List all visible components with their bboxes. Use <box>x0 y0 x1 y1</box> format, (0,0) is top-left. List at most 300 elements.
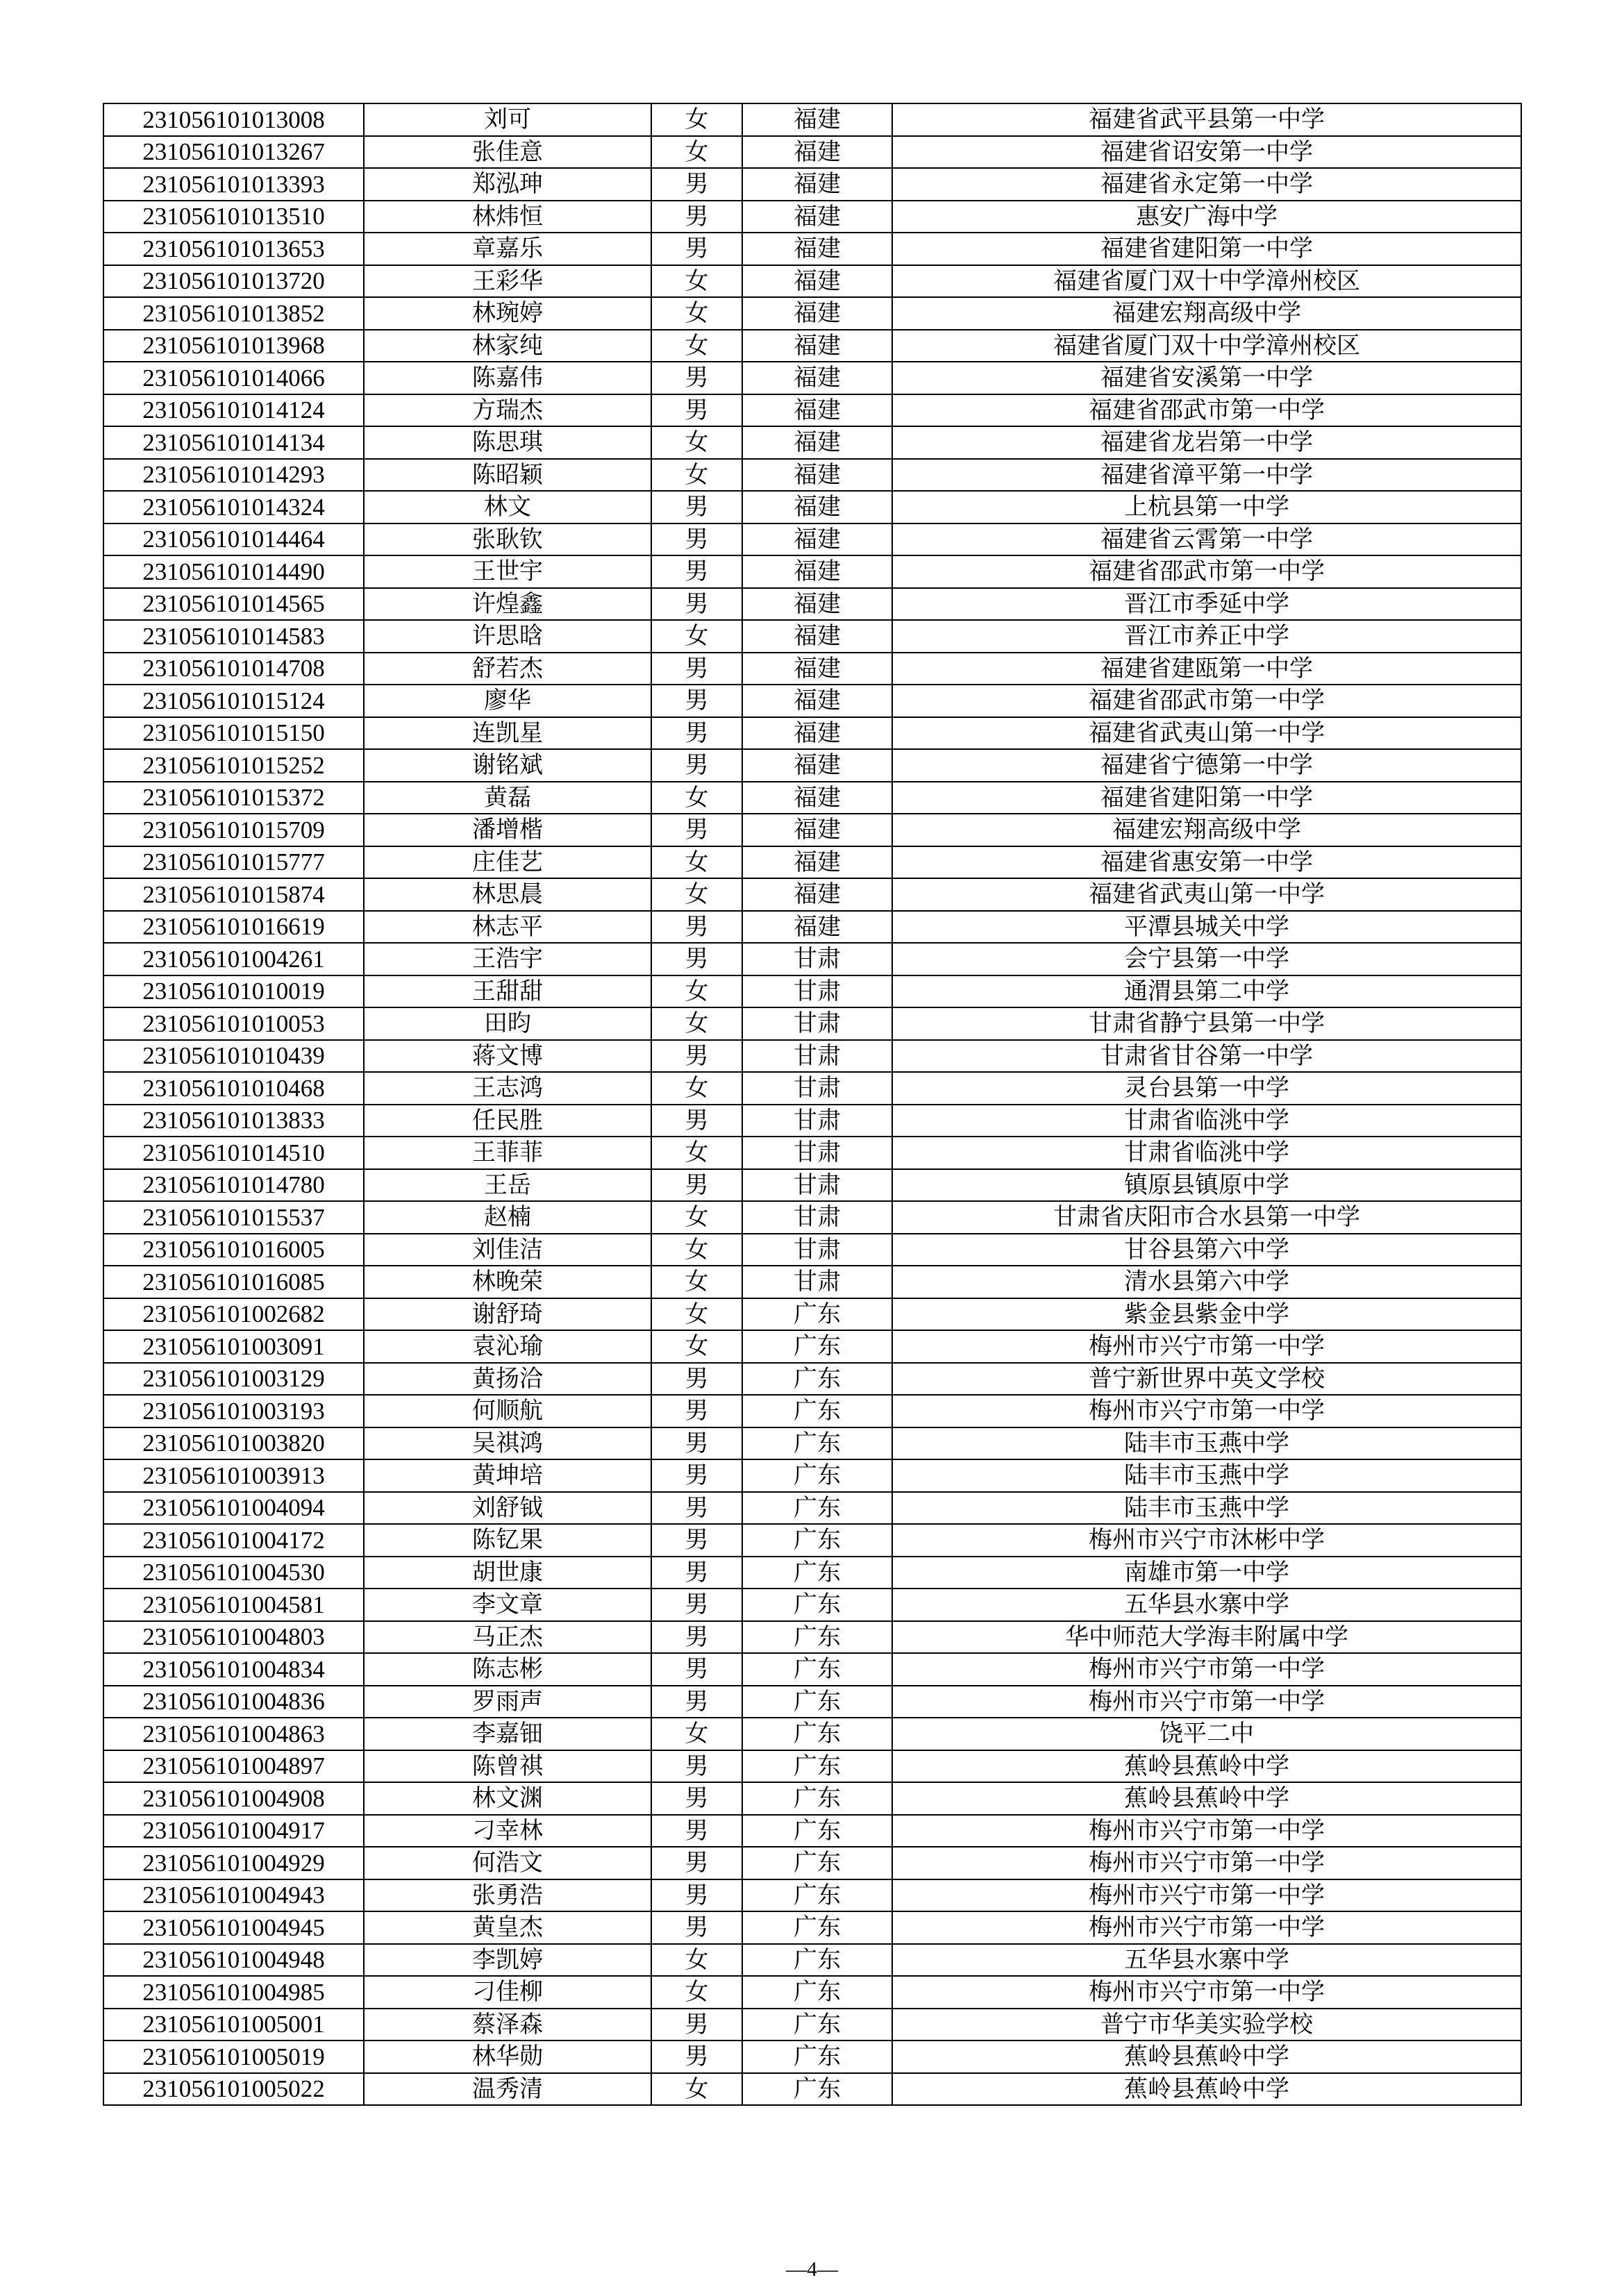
cell-school: 灵台县第一中学 <box>892 1072 1521 1105</box>
cell-school: 平潭县城关中学 <box>892 911 1521 944</box>
cell-gender: 男 <box>651 1653 742 1686</box>
table-row <box>103 782 1521 814</box>
cell-province: 福建 <box>742 459 892 492</box>
cell-student-name: 张佳意 <box>364 136 651 169</box>
cell-candidate-id: 231056101013008 <box>103 103 364 136</box>
cell-student-name: 舒若杰 <box>364 653 651 685</box>
table-row <box>103 1750 1521 1783</box>
table-row <box>103 1976 1521 2009</box>
cell-province: 福建 <box>742 330 892 362</box>
cell-province: 福建 <box>742 136 892 169</box>
cell-student-name: 林晚荣 <box>364 1266 651 1298</box>
cell-province: 甘肃 <box>742 1072 892 1105</box>
cell-student-name: 田昀 <box>364 1007 651 1040</box>
cell-province: 广东 <box>742 1395 892 1427</box>
cell-candidate-id: 231056101013393 <box>103 168 364 201</box>
cell-gender: 女 <box>651 2073 742 2106</box>
cell-school: 福建省漳平第一中学 <box>892 459 1521 492</box>
cell-province: 广东 <box>742 2073 892 2106</box>
cell-school: 晋江市养正中学 <box>892 620 1521 653</box>
cell-student-name: 章嘉乐 <box>364 233 651 265</box>
cell-student-name: 袁沁瑜 <box>364 1330 651 1363</box>
cell-gender: 女 <box>651 136 742 169</box>
cell-province: 福建 <box>742 265 892 298</box>
cell-province: 广东 <box>742 1847 892 1879</box>
table-row <box>103 201 1521 233</box>
cell-school: 五华县水寨中学 <box>892 1589 1521 1621</box>
cell-gender: 女 <box>651 1266 742 1298</box>
cell-school: 通渭县第二中学 <box>892 975 1521 1008</box>
cell-candidate-id: 231056101004917 <box>103 1815 364 1847</box>
cell-gender: 女 <box>651 1201 742 1234</box>
cell-province: 广东 <box>742 1363 892 1396</box>
table-row <box>103 1395 1521 1427</box>
cell-school: 陆丰市玉燕中学 <box>892 1492 1521 1525</box>
cell-candidate-id: 231056101004985 <box>103 1976 364 2009</box>
table-row <box>103 1653 1521 1686</box>
cell-student-name: 蒋文博 <box>364 1040 651 1073</box>
cell-candidate-id: 231056101015709 <box>103 814 364 846</box>
cell-school: 福建省建阳第一中学 <box>892 233 1521 265</box>
cell-gender: 男 <box>651 201 742 233</box>
cell-gender: 男 <box>651 168 742 201</box>
cell-province: 广东 <box>742 1589 892 1621</box>
cell-gender: 男 <box>651 653 742 685</box>
cell-province: 甘肃 <box>742 1266 892 1298</box>
table-row <box>103 1524 1521 1557</box>
table-row <box>103 1040 1521 1073</box>
cell-candidate-id: 231056101004172 <box>103 1524 364 1557</box>
cell-school: 甘肃省临洮中学 <box>892 1137 1521 1169</box>
cell-province: 福建 <box>742 717 892 750</box>
table-row <box>103 2041 1521 2073</box>
cell-school: 福建省诏安第一中学 <box>892 136 1521 169</box>
cell-gender: 男 <box>651 1395 742 1427</box>
table-row <box>103 2009 1521 2041</box>
cell-gender: 男 <box>651 523 742 556</box>
cell-school: 梅州市兴宁市第一中学 <box>892 1815 1521 1847</box>
cell-province: 广东 <box>742 1427 892 1460</box>
cell-gender: 男 <box>651 1750 742 1783</box>
table-row <box>103 1459 1521 1492</box>
table-row <box>103 1201 1521 1234</box>
cell-school: 福建省武平县第一中学 <box>892 103 1521 136</box>
cell-province: 广东 <box>742 1911 892 1944</box>
table-row <box>103 1782 1521 1815</box>
table-row <box>103 1847 1521 1879</box>
cell-gender: 女 <box>651 330 742 362</box>
cell-school: 清水县第六中学 <box>892 1266 1521 1298</box>
cell-gender: 男 <box>651 1557 742 1589</box>
cell-province: 广东 <box>742 1492 892 1525</box>
cell-school: 福建宏翔高级中学 <box>892 814 1521 846</box>
cell-gender: 女 <box>651 1976 742 2009</box>
cell-school: 福建省厦门双十中学漳州校区 <box>892 330 1521 362</box>
table-row <box>103 588 1521 621</box>
cell-province: 广东 <box>742 1298 892 1331</box>
cell-school: 福建宏翔高级中学 <box>892 297 1521 330</box>
cell-gender: 女 <box>651 459 742 492</box>
cell-student-name: 林炜恒 <box>364 201 651 233</box>
cell-candidate-id: 231056101015252 <box>103 749 364 782</box>
cell-gender: 男 <box>651 1427 742 1460</box>
cell-student-name: 刘佳洁 <box>364 1234 651 1266</box>
cell-province: 甘肃 <box>742 975 892 1008</box>
cell-gender: 女 <box>651 975 742 1008</box>
cell-school: 福建省武夷山第一中学 <box>892 878 1521 911</box>
cell-province: 广东 <box>742 1653 892 1686</box>
cell-gender: 男 <box>651 1589 742 1621</box>
cell-school: 甘肃省甘谷第一中学 <box>892 1040 1521 1073</box>
cell-gender: 女 <box>651 1072 742 1105</box>
cell-student-name: 陈钇果 <box>364 1524 651 1557</box>
cell-candidate-id: 231056101004581 <box>103 1589 364 1621</box>
cell-gender: 男 <box>651 1105 742 1137</box>
cell-student-name: 陈曾祺 <box>364 1750 651 1783</box>
cell-gender: 女 <box>651 426 742 459</box>
cell-province: 广东 <box>742 1459 892 1492</box>
cell-candidate-id: 231056101014066 <box>103 362 364 394</box>
cell-province: 福建 <box>742 749 892 782</box>
cell-school: 梅州市兴宁市第一中学 <box>892 1686 1521 1718</box>
cell-candidate-id: 231056101014583 <box>103 620 364 653</box>
cell-province: 福建 <box>742 846 892 879</box>
cell-school: 福建省厦门双十中学漳州校区 <box>892 265 1521 298</box>
cell-student-name: 林家纯 <box>364 330 651 362</box>
cell-candidate-id: 231056101014510 <box>103 1137 364 1169</box>
cell-student-name: 林文渊 <box>364 1782 651 1815</box>
cell-candidate-id: 231056101014780 <box>103 1169 364 1202</box>
cell-school: 蕉岭县蕉岭中学 <box>892 1750 1521 1783</box>
cell-student-name: 张勇浩 <box>364 1879 651 1912</box>
cell-candidate-id: 231056101010053 <box>103 1007 364 1040</box>
cell-province: 福建 <box>742 233 892 265</box>
cell-student-name: 蔡泽森 <box>364 2009 651 2041</box>
cell-province: 福建 <box>742 201 892 233</box>
table-row <box>103 1105 1521 1137</box>
cell-student-name: 连凯星 <box>364 717 651 750</box>
cell-student-name: 许思晗 <box>364 620 651 653</box>
cell-student-name: 林琬婷 <box>364 297 651 330</box>
table-row <box>103 362 1521 394</box>
cell-school: 梅州市兴宁市第一中学 <box>892 1976 1521 2009</box>
cell-province: 广东 <box>742 1976 892 2009</box>
table-row <box>103 1944 1521 1977</box>
cell-candidate-id: 231056101013720 <box>103 265 364 298</box>
cell-student-name: 王甜甜 <box>364 975 651 1008</box>
cell-gender: 女 <box>651 1137 742 1169</box>
table-row <box>103 136 1521 169</box>
table-row <box>103 846 1521 879</box>
table-row <box>103 1815 1521 1847</box>
table-row <box>103 1330 1521 1363</box>
cell-province: 广东 <box>742 1557 892 1589</box>
cell-student-name: 林思晨 <box>364 878 651 911</box>
cell-candidate-id: 231056101013968 <box>103 330 364 362</box>
cell-province: 甘肃 <box>742 1201 892 1234</box>
cell-gender: 男 <box>651 555 742 588</box>
cell-gender: 男 <box>651 749 742 782</box>
table-row <box>103 330 1521 362</box>
cell-student-name: 何浩文 <box>364 1847 651 1879</box>
cell-gender: 女 <box>651 1007 742 1040</box>
cell-school: 五华县水寨中学 <box>892 1944 1521 1977</box>
cell-province: 甘肃 <box>742 1234 892 1266</box>
cell-province: 福建 <box>742 878 892 911</box>
cell-gender: 男 <box>651 362 742 394</box>
cell-student-name: 刘可 <box>364 103 651 136</box>
cell-gender: 男 <box>651 394 742 427</box>
cell-candidate-id: 231056101003129 <box>103 1363 364 1396</box>
cell-school: 梅州市兴宁市第一中学 <box>892 1911 1521 1944</box>
cell-candidate-id: 231056101013852 <box>103 297 364 330</box>
cell-student-name: 王浩宇 <box>364 943 651 975</box>
cell-province: 福建 <box>742 814 892 846</box>
cell-school: 普宁市华美实验学校 <box>892 2009 1521 2041</box>
cell-candidate-id: 231056101014490 <box>103 555 364 588</box>
cell-candidate-id: 231056101014134 <box>103 426 364 459</box>
cell-school: 普宁新世界中英文学校 <box>892 1363 1521 1396</box>
cell-gender: 女 <box>651 878 742 911</box>
cell-gender: 男 <box>651 1524 742 1557</box>
table-row <box>103 1137 1521 1169</box>
table-row <box>103 1007 1521 1040</box>
cell-gender: 男 <box>651 1686 742 1718</box>
cell-student-name: 王志鸿 <box>364 1072 651 1105</box>
cell-province: 甘肃 <box>742 1040 892 1073</box>
cell-gender: 女 <box>651 297 742 330</box>
cell-candidate-id: 231056101010439 <box>103 1040 364 1073</box>
cell-candidate-id: 231056101003913 <box>103 1459 364 1492</box>
cell-candidate-id: 231056101004863 <box>103 1718 364 1750</box>
cell-gender: 男 <box>651 1815 742 1847</box>
cell-gender: 女 <box>651 620 742 653</box>
table-row <box>103 1234 1521 1266</box>
cell-candidate-id: 231056101005022 <box>103 2073 364 2106</box>
cell-province: 福建 <box>742 555 892 588</box>
cell-student-name: 王彩华 <box>364 265 651 298</box>
cell-school: 上杭县第一中学 <box>892 491 1521 523</box>
cell-candidate-id: 231056101013510 <box>103 201 364 233</box>
table-row <box>103 878 1521 911</box>
table-row <box>103 394 1521 427</box>
table-row <box>103 975 1521 1008</box>
page-number: —4— <box>786 2258 838 2281</box>
cell-gender: 男 <box>651 1169 742 1202</box>
cell-school: 福建省云霄第一中学 <box>892 523 1521 556</box>
cell-student-name: 赵楠 <box>364 1201 651 1234</box>
cell-candidate-id: 231056101016619 <box>103 911 364 944</box>
cell-candidate-id: 231056101010468 <box>103 1072 364 1105</box>
roster-table-body <box>103 103 1521 2105</box>
cell-gender: 女 <box>651 1718 742 1750</box>
cell-gender: 男 <box>651 911 742 944</box>
table-row <box>103 1686 1521 1718</box>
cell-student-name: 胡世康 <box>364 1557 651 1589</box>
cell-school: 甘肃省庆阳市合水县第一中学 <box>892 1201 1521 1234</box>
cell-school: 梅州市兴宁市第一中学 <box>892 1653 1521 1686</box>
cell-student-name: 黄坤培 <box>364 1459 651 1492</box>
cell-candidate-id: 231056101005001 <box>103 2009 364 2041</box>
cell-student-name: 罗雨声 <box>364 1686 651 1718</box>
cell-school: 福建省永定第一中学 <box>892 168 1521 201</box>
cell-gender: 男 <box>651 1782 742 1815</box>
cell-student-name: 林文 <box>364 491 651 523</box>
table-row <box>103 1911 1521 1944</box>
cell-school: 福建省建瓯第一中学 <box>892 653 1521 685</box>
cell-school: 惠安广海中学 <box>892 201 1521 233</box>
cell-school: 福建省邵武市第一中学 <box>892 685 1521 717</box>
table-row <box>103 620 1521 653</box>
cell-gender: 女 <box>651 1234 742 1266</box>
cell-student-name: 王菲菲 <box>364 1137 651 1169</box>
cell-candidate-id: 231056101004094 <box>103 1492 364 1525</box>
cell-province: 福建 <box>742 620 892 653</box>
cell-student-name: 陈志彬 <box>364 1653 651 1686</box>
cell-student-name: 温秀清 <box>364 2073 651 2106</box>
table-row <box>103 1879 1521 1912</box>
cell-gender: 男 <box>651 1621 742 1654</box>
cell-school: 华中师范大学海丰附属中学 <box>892 1621 1521 1654</box>
table-row <box>103 297 1521 330</box>
cell-province: 广东 <box>742 2009 892 2041</box>
table-row <box>103 265 1521 298</box>
cell-province: 广东 <box>742 1718 892 1750</box>
cell-province: 福建 <box>742 168 892 201</box>
cell-candidate-id: 231056101016005 <box>103 1234 364 1266</box>
cell-gender: 女 <box>651 1944 742 1977</box>
cell-candidate-id: 231056101016085 <box>103 1266 364 1298</box>
cell-gender: 女 <box>651 1298 742 1331</box>
cell-candidate-id: 231056101004948 <box>103 1944 364 1977</box>
cell-candidate-id: 231056101003193 <box>103 1395 364 1427</box>
cell-student-name: 何顺航 <box>364 1395 651 1427</box>
cell-candidate-id: 231056101004897 <box>103 1750 364 1783</box>
cell-student-name: 刘舒钺 <box>364 1492 651 1525</box>
cell-gender: 男 <box>651 1040 742 1073</box>
cell-school: 南雄市第一中学 <box>892 1557 1521 1589</box>
cell-gender: 女 <box>651 1330 742 1363</box>
cell-gender: 男 <box>651 943 742 975</box>
cell-school: 晋江市季延中学 <box>892 588 1521 621</box>
cell-candidate-id: 231056101010019 <box>103 975 364 1008</box>
cell-gender: 男 <box>651 685 742 717</box>
table-row <box>103 717 1521 750</box>
cell-student-name: 谢铭斌 <box>364 749 651 782</box>
cell-province: 广东 <box>742 1815 892 1847</box>
cell-student-name: 许煌鑫 <box>364 588 651 621</box>
table-row <box>103 1169 1521 1202</box>
cell-candidate-id: 231056101015372 <box>103 782 364 814</box>
table-row <box>103 1718 1521 1750</box>
cell-school: 甘肃省临洮中学 <box>892 1105 1521 1137</box>
table-row <box>103 491 1521 523</box>
cell-candidate-id: 231056101013833 <box>103 1105 364 1137</box>
cell-candidate-id: 231056101015777 <box>103 846 364 879</box>
table-row <box>103 749 1521 782</box>
cell-candidate-id: 231056101015150 <box>103 717 364 750</box>
cell-gender: 男 <box>651 1879 742 1912</box>
cell-candidate-id: 231056101003820 <box>103 1427 364 1460</box>
table-row <box>103 1492 1521 1525</box>
cell-candidate-id: 231056101013653 <box>103 233 364 265</box>
cell-school: 蕉岭县蕉岭中学 <box>892 2073 1521 2106</box>
cell-school: 梅州市兴宁市第一中学 <box>892 1879 1521 1912</box>
cell-school: 福建省惠安第一中学 <box>892 846 1521 879</box>
cell-gender: 女 <box>651 265 742 298</box>
cell-school: 梅州市兴宁市第一中学 <box>892 1330 1521 1363</box>
cell-student-name: 陈昭颖 <box>364 459 651 492</box>
cell-candidate-id: 231056101015537 <box>103 1201 364 1234</box>
roster-table <box>103 103 1522 2106</box>
cell-candidate-id: 231056101004945 <box>103 1911 364 1944</box>
cell-student-name: 潘增楷 <box>364 814 651 846</box>
table-row <box>103 1557 1521 1589</box>
cell-province: 福建 <box>742 685 892 717</box>
cell-school: 福建省建阳第一中学 <box>892 782 1521 814</box>
cell-school: 紫金县紫金中学 <box>892 1298 1521 1331</box>
cell-student-name: 黄磊 <box>364 782 651 814</box>
cell-gender: 男 <box>651 1911 742 1944</box>
cell-school: 镇原县镇原中学 <box>892 1169 1521 1202</box>
cell-school: 梅州市兴宁市第一中学 <box>892 1395 1521 1427</box>
table-row <box>103 1266 1521 1298</box>
cell-province: 福建 <box>742 523 892 556</box>
cell-gender: 男 <box>651 2009 742 2041</box>
cell-student-name: 方瑞杰 <box>364 394 651 427</box>
cell-candidate-id: 231056101004929 <box>103 1847 364 1879</box>
cell-province: 广东 <box>742 1621 892 1654</box>
cell-gender: 男 <box>651 588 742 621</box>
cell-student-name: 李文章 <box>364 1589 651 1621</box>
cell-province: 广东 <box>742 1330 892 1363</box>
table-row <box>103 1621 1521 1654</box>
table-row <box>103 1298 1521 1331</box>
cell-province: 福建 <box>742 103 892 136</box>
cell-province: 甘肃 <box>742 1137 892 1169</box>
cell-school: 蕉岭县蕉岭中学 <box>892 2041 1521 2073</box>
cell-student-name: 陈思琪 <box>364 426 651 459</box>
table-row <box>103 911 1521 944</box>
table-row <box>103 555 1521 588</box>
table-row <box>103 168 1521 201</box>
cell-student-name: 黄皇杰 <box>364 1911 651 1944</box>
table-row <box>103 2073 1521 2106</box>
cell-candidate-id: 231056101004261 <box>103 943 364 975</box>
cell-candidate-id: 231056101004530 <box>103 1557 364 1589</box>
cell-school: 甘肃省静宁县第一中学 <box>892 1007 1521 1040</box>
cell-school: 福建省武夷山第一中学 <box>892 717 1521 750</box>
cell-province: 广东 <box>742 1879 892 1912</box>
cell-gender: 男 <box>651 491 742 523</box>
cell-student-name: 李嘉钿 <box>364 1718 651 1750</box>
cell-gender: 男 <box>651 2041 742 2073</box>
cell-school: 饶平二中 <box>892 1718 1521 1750</box>
cell-gender: 男 <box>651 1847 742 1879</box>
cell-school: 福建省龙岩第一中学 <box>892 426 1521 459</box>
cell-gender: 男 <box>651 1363 742 1396</box>
cell-province: 广东 <box>742 1524 892 1557</box>
cell-school: 福建省安溪第一中学 <box>892 362 1521 394</box>
cell-school: 梅州市兴宁市第一中学 <box>892 1847 1521 1879</box>
cell-school: 会宁县第一中学 <box>892 943 1521 975</box>
cell-candidate-id: 231056101004908 <box>103 1782 364 1815</box>
table-row <box>103 1589 1521 1621</box>
cell-gender: 女 <box>651 782 742 814</box>
cell-province: 福建 <box>742 491 892 523</box>
cell-candidate-id: 231056101013267 <box>103 136 364 169</box>
cell-student-name: 庄佳艺 <box>364 846 651 879</box>
